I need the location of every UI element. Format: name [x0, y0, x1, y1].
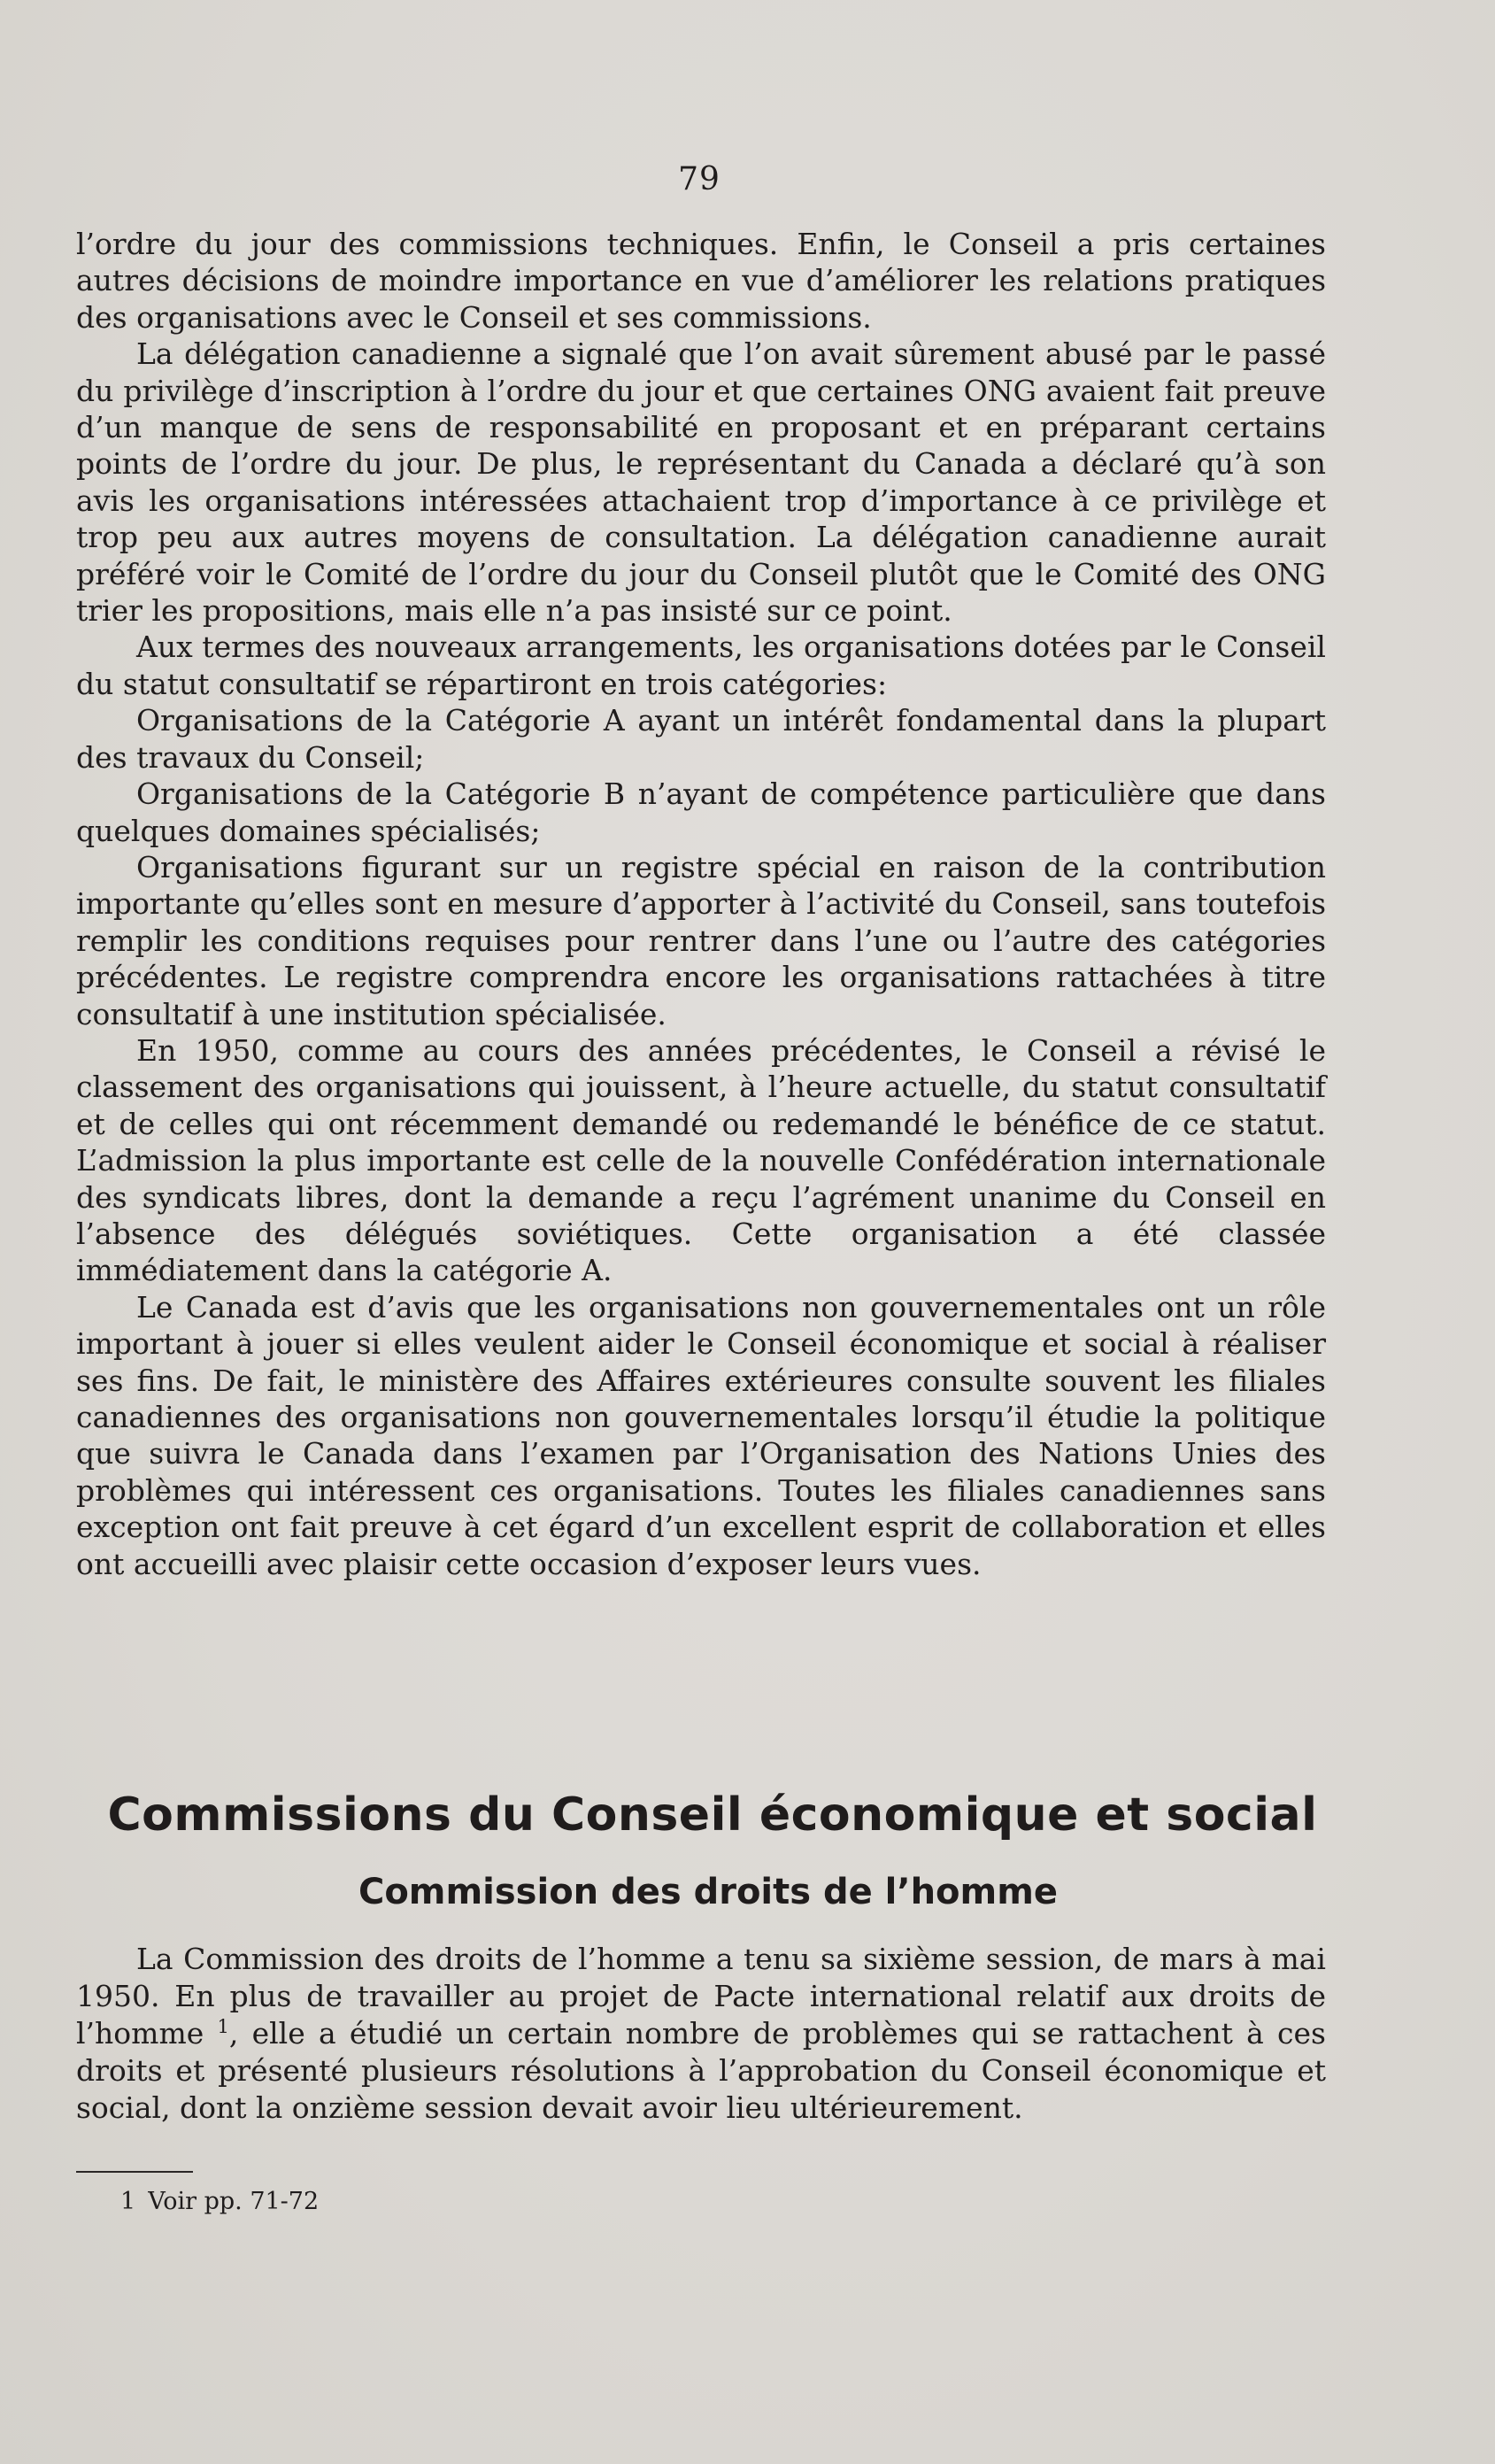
footnote-text: Voir pp. 71-72	[148, 2188, 320, 2215]
paragraph-4: Organisations de la Catégorie A ayant un intérêt fondamental dans la plupart des travaux du Conseil;	[76, 703, 1326, 775]
paragraph-6: Organisations figurant sur un registre spécial en raison de la contribution importante qu’elles sont en mesure d’apporter à l’activité du Conseil, sans toutefois remplir les conditions requises pour rentrer dans l’une ou l’autre des catégories précédentes. Le registre comprendra encore les organisations rattachées à titre consultatif à une institution spécialisée.	[76, 849, 1326, 1031]
paragraph-5: Organisations de la Catégorie B n’ayant de compétence particulière que dans quelques domaines spécialisés;	[76, 776, 1326, 848]
section-paragraph	[76, 1941, 1326, 2127]
body-text	[76, 226, 1326, 1582]
paragraph-7: En 1950, comme au cours des années précédentes, le Conseil a révisé le classement des organisations qui jouissent, à l’heure actuelle, du statut consultatif et de celles qui ont récemment demandé ou redemandé le bénéfice de ce statut. L’admission la plus importante est celle de la nouvelle Confédération internationale des syndicats libres, dont la demande a reçu l’agrément unanime du Conseil en l’absence des délégués soviétiques. Cette organisation a été classée immédiatement dans la catégorie A.	[76, 1032, 1326, 1288]
footnote-reference: 1	[217, 2016, 229, 2037]
paragraph-1: l’ordre du jour des commissions techniques. Enfin, le Conseil a pris certaines autres décisions de moindre importance en vue d’améliorer les relations pratiques des organisations avec le Conseil et ses commissions.	[76, 227, 1326, 335]
section-paragraph-part-1: La Commission des droits de l’homme a tenu sa sixième session, de mars à mai 1950. En plus de travailler au projet de Pacte international relatif aux droits de l’homme	[76, 1942, 1326, 2051]
footnote	[120, 2187, 319, 2217]
section-text	[76, 1941, 1326, 2127]
section-paragraph-part-2: , elle a étudié un certain nombre de problèmes qui se rattachent à ces droits et présenté plusieurs résolutions à l’approbation du Conseil économique et social, dont la onzième session devait avoir lieu ultérieurement.	[76, 2016, 1326, 2125]
paragraph-8: Le Canada est d’avis que les organisations non gouvernementales ont un rôle important à jouer si elles veulent aider le Conseil économique et social à réaliser ses fins. De fait, le ministère des Affaires extérieures consulte souvent les filiales canadiennes des organisations non gouvernementales lorsqu’il étudie la politique que suivra le Canada dans l’examen par l’Organisation des Nations Unies des problèmes qui intéressent ces organisations. Toutes les filiales canadiennes sans exception ont fait preuve à cet égard d’un excellent esprit de collaboration et elles ont accueilli avec plaisir cette occasion d’exposer leurs vues.	[76, 1289, 1326, 1581]
paragraph-3: Aux termes des nouveaux arrangements, les organisations dotées par le Conseil du statut consultatif se répartiront en trois catégories:	[76, 630, 1326, 701]
footnote-divider	[76, 2171, 193, 2173]
footnote-mark: 1	[120, 2188, 136, 2215]
section-title: Commissions du Conseil économique et social	[107, 1788, 1318, 1842]
subsection-title: Commission des droits de l’homme	[358, 1872, 1059, 1912]
paragraph-2: La délégation canadienne a signalé que l’on avait sûrement abusé par le passé du privilège d’inscription à l’ordre du jour et que certaines ONG avaient fait preuve d’un manque de sens de responsabilité en proposant et en préparant certains points de l’ordre du jour. De plus, le représentant du Canada a déclaré qu’à son avis les organisations intéressées attachaient trop d’importance à ce privilège et trop peu aux autres moyens de consultation. La délégation canadienne aurait préféré voir le Comité de l’ordre du jour du Conseil plutôt que le Comité des ONG trier les propositions, mais elle n’a pas insisté sur ce point.	[76, 336, 1326, 629]
page-number: 79	[678, 161, 721, 197]
